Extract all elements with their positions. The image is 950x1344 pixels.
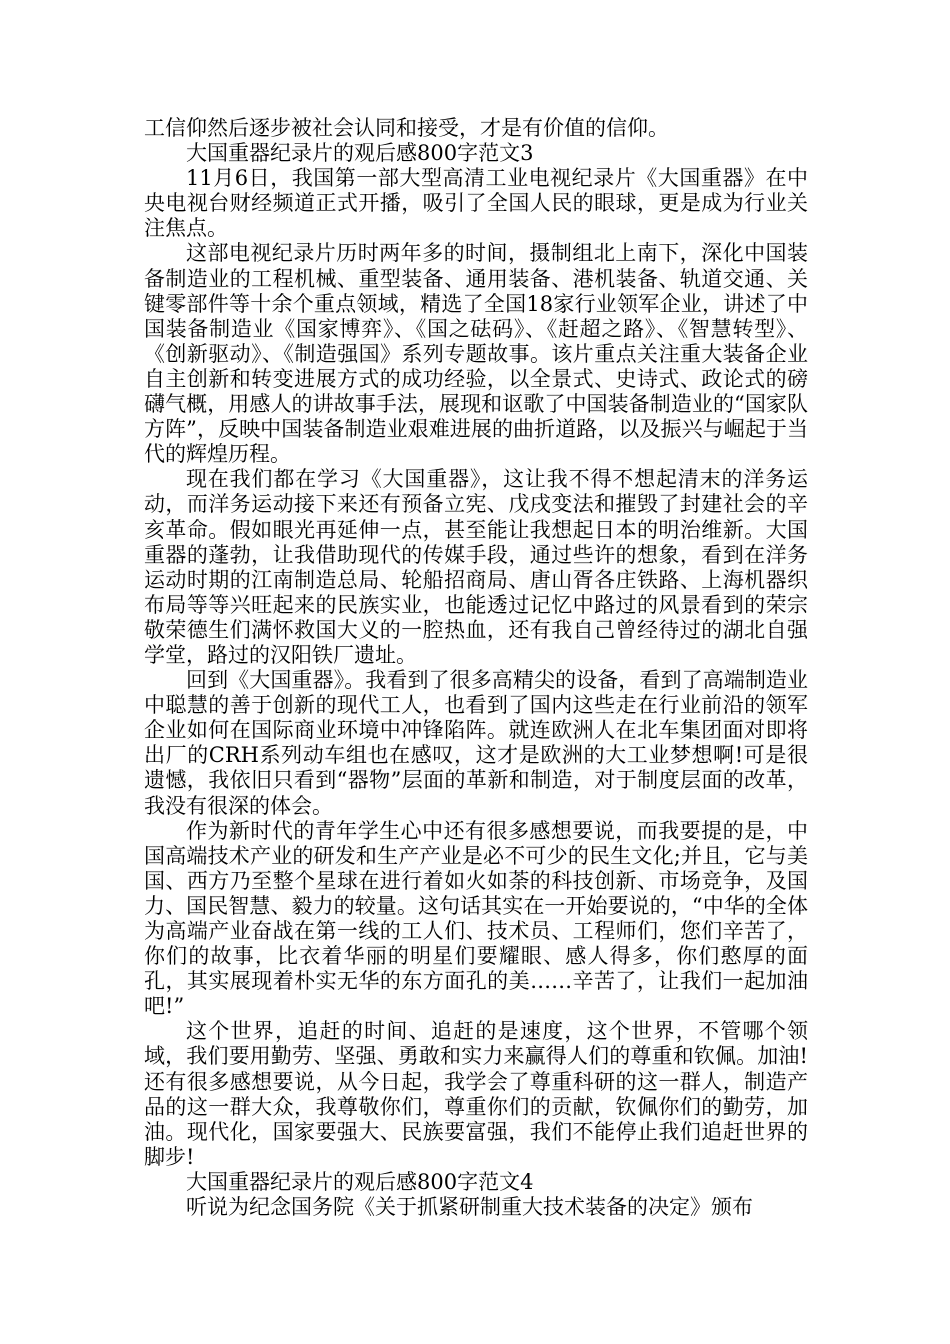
paragraph-closing: 这个世界，追赶的时间、追赶的是速度，这个世界，不管哪个领域，我们要用勤劳、坚强、勇敢和实力来赢得人们的尊重和钦佩。加油!还有很多感想要说，从今日起，我学会了尊重科研的这一群人，制造产品的这一群大众，我尊敬你们，尊重你们的贡献，钦佩你们的勤劳，加油。现代化，国家要强大、民族要富强，我们不能停止我们追赶世界的脚步! [144,1019,808,1169]
paragraph-documentary-summary: 这部电视纪录片历时两年多的时间，摄制组北上南下，深化中国装备制造业的工程机械、重型装备、通用装备、港机装备、轨道交通、关键零部件等十余个重点领域，精选了全国18家行业领军企业，讲述了中国装备制造业《国家博弈》、《国之砝码》、《赶超之路》、《智慧转型》、《创新驱动》、《制造强国》系列专题故事。该片重点关注重大装备企业自主创新和转变进展方式的成功经验，以全景式、史诗式、政论式的磅礴气概，用感人的讲故事手法，展现和讴歌了中国装备制造业的“国家队方阵”，反映中国装备制造业艰难进展的曲折道路，以及振兴与崛起于当代的辉煌历程。 [144,241,808,467]
paragraph-intro-fragment: 工信仰然后逐步被社会认同和接受，才是有价值的信仰。 [144,116,669,140]
paragraph-student-thoughts: 作为新时代的青年学生心中还有很多感想要说，而我要提的是，中国高端技术产业的研发和生产产业是必不可少的民生文化;并且，它与美国、西方乃至整个星球在进行着如火如荼的科技创新、市场竞争，及国力、国民智慧、毅力的较量。这句话其实在一开始要说的，“中华的全体为高端产业奋战在第一线的工人们、技术员、工程师们，您们辛苦了，你们的故事，比衣着华丽的明星们要耀眼、感人得多，你们憨厚的面孔，其实展现着朴实无华的东方面孔的美……辛苦了，让我们一起加油吧!” [144,818,808,1019]
paragraph-history-reflection: 现在我们都在学习《大国重器》，这让我不得不想起清末的洋务运动，而洋务运动接下来还有预备立宪、戊戌变法和摧毁了封建社会的辛亥革命。假如眼光再延伸一点，甚至能让我想起日本的明治维新。大国重器的蓬勃，让我借助现代的传媒手段，通过些许的想象，看到在洋务运动时期的江南制造总局、轮船招商局、唐山胥各庄铁路、上海机器织布局等等兴旺起来的民族实业，也能透过记忆中路过的风景看到的荣宗敬荣德生们满怀救国大义的一腔热血，还有我自己曾经待过的湖北自强学堂，路过的汉阳铁厂遗址。 [144,467,808,667]
section-heading-4: 大国重器纪录片的观后感800字范文4 [186,1169,534,1194]
document-page [144,116,808,1220]
paragraph-broadcast: 11月6日，我国第一部大型高清工业电视纪录片《大国重器》在中央电视台财经频道正式开播，吸引了全国人民的眼球，更是成为行业关注焦点。 [144,166,808,241]
paragraph-return-to-documentary: 回到《大国重器》。我看到了很多高精尖的设备，看到了高端制造业中聪慧的善于创新的现代工人，也看到了国内这些走在行业前沿的领军企业如何在国际商业环境中冲锋陷阵。就连欧洲人在北车集团面对即将出厂的CRH系列动车组也在感叹，这才是欧洲的大工业梦想啊!可是很遗憾，我依旧只看到“器物”层面的革新和制造，对于制度层面的改革，我没有很深的体会。 [144,668,808,818]
section-heading-3: 大国重器纪录片的观后感800字范文3 [186,141,534,166]
paragraph-section4-start: 听说为纪念国务院《关于抓紧研制重大技术装备的决定》颁布 [186,1195,753,1220]
